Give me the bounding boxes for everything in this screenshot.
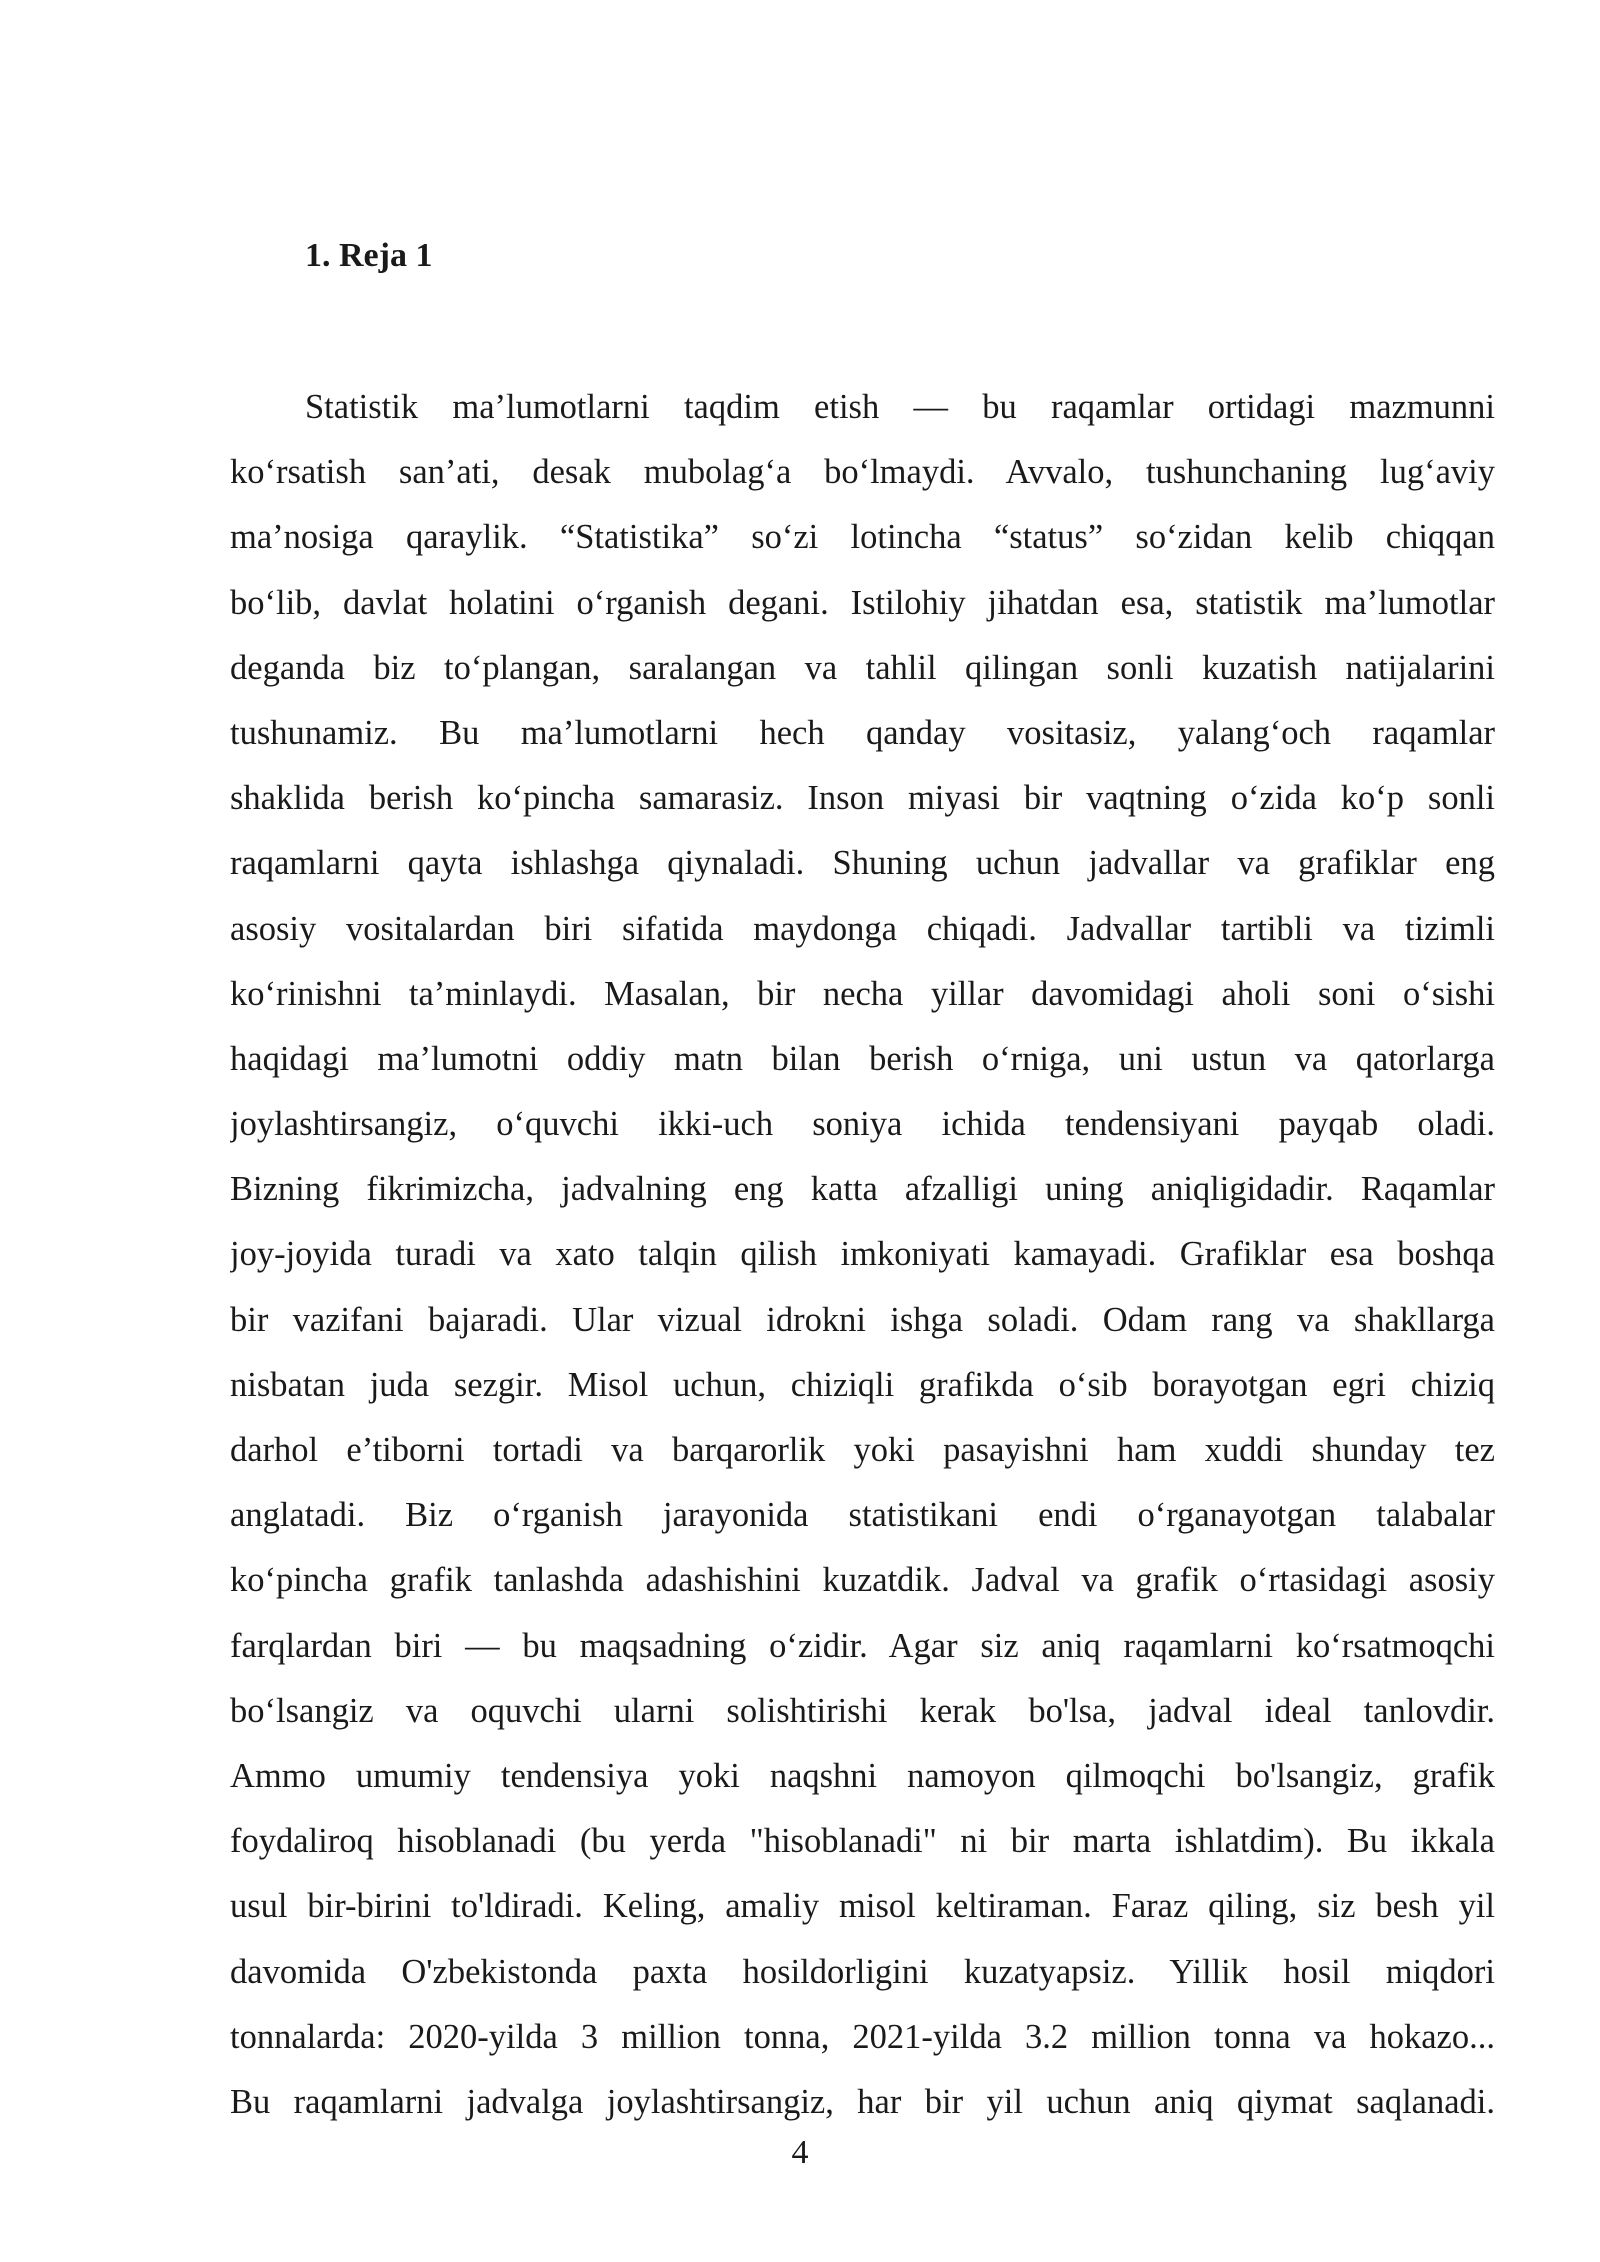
paragraph-line: nisbatan juda sezgir. Misol uchun, chiziqli grafikda o‘sib borayotgan egri chiziq [230, 1365, 1495, 1404]
paragraph-line: farqlardan biri — bu maqsadning o‘zidir. Agar siz aniq raqamlarni ko‘rsatmoqchi [230, 1626, 1495, 1665]
paragraph-line: Statistik ma’lumotlarni taqdim etish — bu raqamlar ortidagi mazmunni [305, 388, 1495, 426]
paragraph-line: asosiy vositalardan biri sifatida maydonga chiqadi. Jadvallar tartibli va tizimli [230, 909, 1495, 948]
paragraph-line: joylashtirsangiz, o‘quvchi ikki-uch soniya ichida tendensiyani payqab oladi. [230, 1105, 1495, 1144]
section-heading: 1. Reja 1 [305, 237, 433, 274]
paragraph-line: shaklida berish ko‘pincha samarasiz. Inson miyasi bir vaqtning o‘zida ko‘p sonli [230, 779, 1495, 818]
paragraph-line: ko‘rinishni ta’minlaydi. Masalan, bir necha yillar davomidagi aholi soni o‘sishi [230, 974, 1495, 1013]
paragraph-line: bo‘lib, davlat holatini o‘rganish degani. Istilohiy jihatdan esa, statistik ma’lumotlar [230, 583, 1495, 622]
paragraph-line: anglatadi. Biz o‘rganish jarayonida statistikani endi o‘rganayotgan talabalar [230, 1496, 1495, 1535]
body-paragraph [230, 375, 1495, 2135]
paragraph-line: foydaliroq hisoblanadi (bu yerda "hisoblanadi" ni bir marta ishlatdim). Bu ikkala [230, 1822, 1495, 1861]
paragraph-line: Bizning fikrimizcha, jadvalning eng katta afzalligi uning aniqligidadir. Raqamlar [230, 1170, 1495, 1209]
paragraph-line: haqidagi ma’lumotni oddiy matn bilan berish o‘rniga, uni ustun va qatorlarga [230, 1039, 1495, 1078]
paragraph-line: raqamlarni qayta ishlashga qiynaladi. Shuning uchun jadvallar va grafiklar eng [230, 844, 1495, 883]
paragraph-line: deganda biz to‘plangan, saralangan va tahlil qilingan sonli kuzatish natijalarini [230, 648, 1495, 687]
page-number: 4 [791, 2134, 809, 2171]
paragraph-line: ko‘rsatish san’ati, desak mubolag‘a bo‘lmaydi. Avvalo, tushunchaning lug‘aviy [230, 453, 1495, 492]
paragraph-line: darhol e’tiborni tortadi va barqarorlik yoki pasayishni ham xuddi shunday tez [230, 1431, 1495, 1469]
paragraph-line: bo‘lsangiz va oquvchi ularni solishtirishi kerak bo'lsa, jadval ideal tanlovdir. [230, 1691, 1495, 1730]
paragraph-line: bir vazifani bajaradi. Ular vizual idrokni ishga soladi. Odam rang va shakllarga [230, 1300, 1495, 1339]
paragraph-line: tonnalarda: 2020-yilda 3 million tonna, 2021-yilda 3.2 million tonna va hokazo... [230, 2017, 1495, 2056]
paragraph-line: Ammo umumiy tendensiya yoki naqshni namoyon qilmoqchi bo'lsangiz, grafik [230, 1756, 1495, 1795]
paragraph-line: ko‘pincha grafik tanlashda adashishini kuzatdik. Jadval va grafik o‘rtasidagi asosiy [230, 1561, 1495, 1600]
paragraph-line: joy-joyida turadi va xato talqin qilish imkoniyati kamayadi. Grafiklar esa boshqa [230, 1235, 1495, 1274]
paragraph-line: usul bir-birini to'ldiradi. Keling, amaliy misol keltiraman. Faraz qiling, siz besh yil [230, 1887, 1495, 1926]
paragraph-line: davomida O'zbekistonda paxta hosildorligini kuzatyapsiz. Yillik hosil miqdori [230, 1952, 1495, 1991]
paragraph-line: Bu raqamlarni jadvalga joylashtirsangiz, har bir yil uchun aniq qiymat saqlanadi. [230, 2082, 1495, 2121]
paragraph-line: ma’nosiga qaraylik. “Statistika” so‘zi lotincha “status” so‘zidan kelib chiqqan [230, 518, 1495, 557]
paragraph-line: tushunamiz. Bu ma’lumotlarni hech qanday vositasiz, yalang‘och raqamlar [230, 713, 1495, 752]
